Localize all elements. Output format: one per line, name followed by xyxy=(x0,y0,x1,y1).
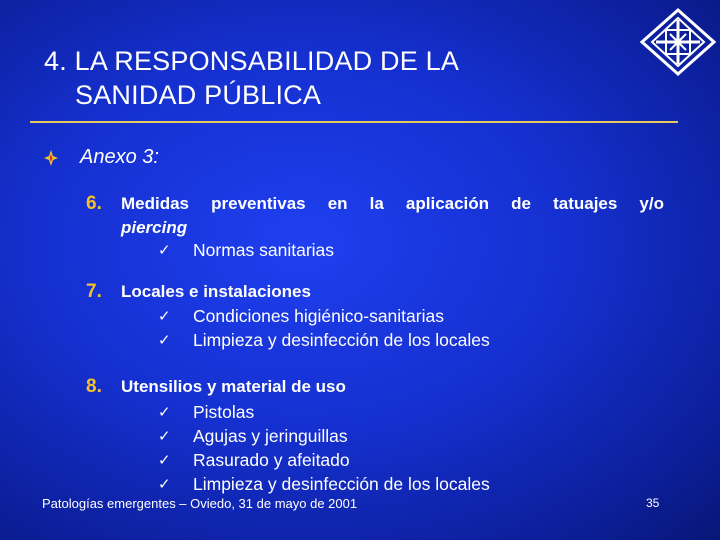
checkmark-icon: ✓ xyxy=(158,451,171,469)
section-6-heading: Medidas preventivas en la aplicación de tatuajes y/o xyxy=(121,194,664,213)
diamond-bullet-icon xyxy=(44,150,58,166)
footer-text: Patologías emergentes – Oviedo, 31 de mayo de 2001 xyxy=(42,496,358,511)
checkmark-icon: ✓ xyxy=(158,331,171,349)
section-6-heading-cont: piercing xyxy=(121,218,188,237)
list-item: Pistolas xyxy=(193,402,255,422)
list-item: Rasurado y afeitado xyxy=(193,450,350,470)
title-divider xyxy=(30,121,678,123)
annex-label: Anexo 3: xyxy=(80,146,159,168)
list-item: Agujas y jeringuillas xyxy=(193,426,348,446)
section-8-number: 8. xyxy=(86,376,102,397)
slide-title xyxy=(44,44,459,112)
list-item: Condiciones higiénico-sanitarias xyxy=(193,306,444,326)
checkmark-icon: ✓ xyxy=(158,403,171,421)
title-line-1: 4. LA RESPONSABILIDAD DE LA xyxy=(44,46,460,76)
title-line-2: SANIDAD PÚBLICA xyxy=(75,80,322,110)
checkmark-icon: ✓ xyxy=(158,427,171,445)
page-number: 35 xyxy=(646,496,660,510)
list-item: Normas sanitarias xyxy=(193,240,335,260)
checkmark-icon: ✓ xyxy=(158,307,171,325)
section-7-heading: Locales e instalaciones xyxy=(121,282,311,301)
list-item: Limpieza y desinfección de los locales xyxy=(193,474,490,494)
checkmark-icon: ✓ xyxy=(158,475,171,493)
section-8-heading: Utensilios y material de uso xyxy=(121,377,346,396)
section-7-number: 7. xyxy=(86,281,102,302)
section-6-number: 6. xyxy=(86,193,102,214)
list-item: Limpieza y desinfección de los locales xyxy=(193,330,490,350)
checkmark-icon: ✓ xyxy=(158,241,171,259)
institution-emblem-icon xyxy=(640,8,716,76)
